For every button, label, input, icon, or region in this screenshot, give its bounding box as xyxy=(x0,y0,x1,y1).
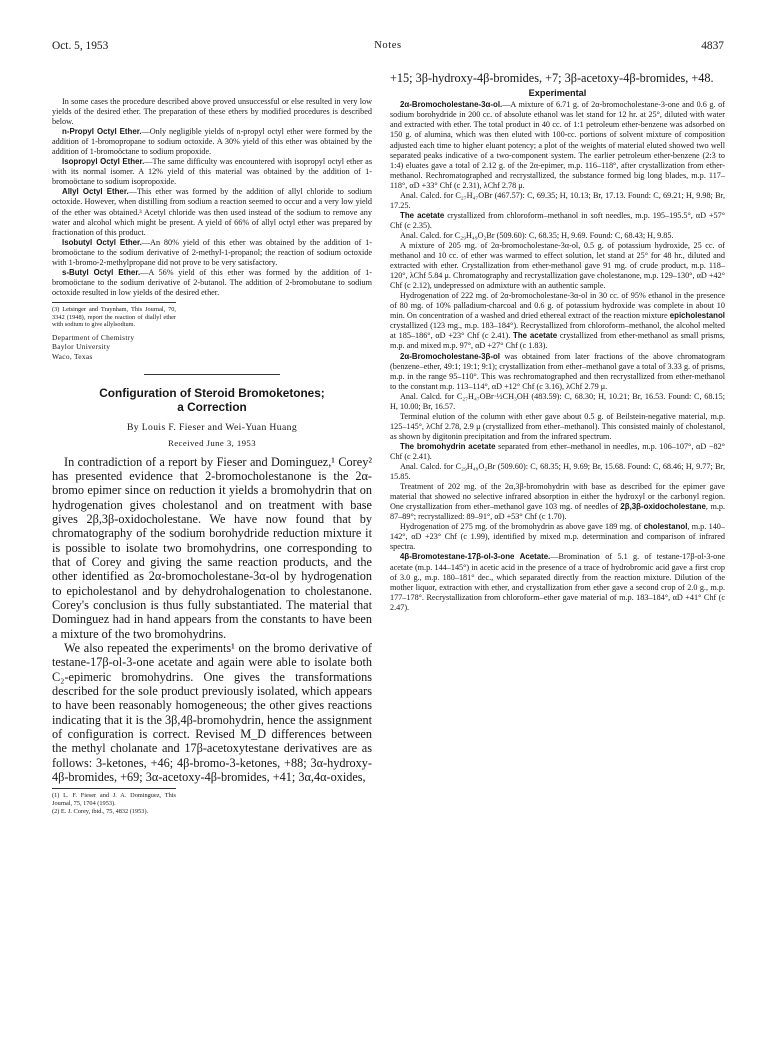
exp-13-bold-b: cholestanol xyxy=(643,522,688,532)
left-column xyxy=(52,97,372,815)
footnote-3: (3) Letsinger and Traynham, This Journal, 70, 3342 (1948), report the reaction of diallyl ether with sodium to give allylsodium. xyxy=(52,302,176,329)
exp-10-heading: The bromohydrin acetate xyxy=(400,441,496,451)
exp-6-text-c: crystallized (123 mg., m.p. 183–184°). Recrystallized from chloroform–methanol, the alcohol melted at 185–186°, αD +23° Chf (c 2.41). xyxy=(390,321,725,341)
exp-3-text: crystallized from chloroform–methanol in soft needles, m.p. 195–195.5°, αD +57° Chf (c 2.35). xyxy=(390,210,726,230)
analysis-4: Anal. Calcd. for C₂₉H₄₉O₂Br (509.60): C, 68.35; H, 9.69; Br, 15.68. Found: C, 68.46; H, 9.77; Br, 15.85. xyxy=(390,462,725,482)
address-line-1: Department of Chemistry xyxy=(52,332,135,342)
exp-12-bold-b: 2β,3β-oxidocholestane xyxy=(620,502,706,512)
exp-paragraph-14 xyxy=(390,552,725,612)
exp-13-text-c: , m.p. 140–142°, αD +23° Chf (c 1.99), identified by mixed m.p. determination and comparison of infrared spectra. xyxy=(390,522,725,552)
body-paragraph-2: We also repeated the experiments¹ on the bromo derivative of testane-17β-ol-3-one acetate and again were able to isolate both C₂-epimeric bromohydrins. One gives the transformations described for the sole product previously isolated, which appears to have been reasonably homogeneous; the other gives reactions indicating that it is the 3β,4β-bromohydrin, hence the assignment of configuration is correct. Revised M_D differences between the methyl cholanate and 17β-acetoxytestane derivatives are as follows: 3-ketones, +46; 4β-bromo-3-ketones, +88; 3α-hydroxy-4β-bromides, +69; 3α-acetoxy-4β-bromides, +41; 3α,4α-oxides, xyxy=(52,641,372,785)
exp-1-heading: 2α-Bromocholestane-3α-ol. xyxy=(400,100,503,110)
footnote-2: (2) E. J. Corey, ibid., 75, 4832 (1953). xyxy=(52,807,149,815)
intro-paragraph: In some cases the procedure described above proved unsuccessful or else resulted in very low yields of the desired ether. The preparation of these ethers by modified procedures is described below. xyxy=(52,97,372,127)
exp-13-text-a: Hydrogenation of 275 mg. of the bromohydrin as above gave 189 mg. of xyxy=(400,522,644,532)
isopropyl-text: —The same difficulty was encountered with isopropyl octyl ether as with its normal isomer. A 12% yield of this material was obtained by the addition of 1-bromoöctane to sodium isopropoxide. xyxy=(52,157,373,187)
exp-14-text: —Bromination of 5.1 g. of testane-17β-ol-3-one acetate (m.p. 144–145°) in acetic acid in the presence of a trace of hydrobromic acid gave a first crop of 3.0 g., m.p. 180–181° dec., which separated directly from the reaction mixture. Dilution of the mother liquor, extraction with ether, and crystallization from ether gave a second crop of 2.0 g., m.p. 177–178°. Recrystallization from chloroform–ether gave material of m.p. 183–184°, αD +41° Chf (c 2.47). xyxy=(390,552,725,612)
exp-paragraph-6 xyxy=(390,291,725,351)
analysis-3: Anal. Calcd. for C₂₇H₄₇OBr·½CH₃OH (483.59): C, 68.30; H, 10.21; Br, 16.53. Found: C, 68.15; H, 10.00; Br, 16.57. xyxy=(390,391,725,411)
exp-7-heading: 2α-Bromocholestane-3β-ol xyxy=(400,351,500,361)
continued-text: +15; 3β-hydroxy-4β-bromides, +7; 3β-acetoxy-4β-bromides, +48. xyxy=(390,71,714,85)
isobutyl-text: —An 80% yield of this ether was obtained by the addition of 1-bromoöctane to the sodium derivative of 2-methyl-1-propanol; the reaction of sodium octoxide with 1-bromo-2-methylpropane did not prove to be very satisfactory. xyxy=(52,237,372,267)
exp-paragraph-3 xyxy=(390,211,725,231)
allyl-text: —This ether was formed by the addition of allyl chloride to sodium octoxide. However, when distilling from sodium a reaction seemed to occur and a very low yield of the ether was obtained.³ Acetyl chloride was then used instead of the sodium to remove any water and alcohol which might be present. A yield of 66% of allyl octyl ether was prepared by fractionation of this product. xyxy=(52,187,372,237)
exp-14-heading: 4β-Bromotestane-17β-ol-3-one Acetate. xyxy=(400,552,551,562)
exp-3-heading: The acetate xyxy=(400,210,445,220)
exp-7-text: was obtained from later fractions of the above chromatogram (benzene–ether, 49:1; 19:1; 9:1); crystallization from ether–methanol gave a total of 3.33 g. of prisms, m.p. in the range 95–110°. This was rechromatographed and then recrystallized from ether-methanol to the constant m.p. 113–114°, αD +12° Chf (c 3.16), λChf 2.79 μ. xyxy=(390,351,725,391)
body-paragraph-1: In contradiction of a report by Fieser and Dominguez,¹ Corey² has presented evidence that 2-bromocholestanone is the 2α-bromo epimer since on reduction it yields a bromohydrin that on hydrogenation gives cholestanol and on treatment with base gives 2β,3β-oxidocholestane. We have now found that by chromatography of the sodium borohydride reduction mixture it is possible to isolate two bromohydrins, one corresponding to that of Corey and giving the same reaction products, and the other identified as 2α-bromocholestane-3α-ol by hydrogenation to epicholestanol and by dehydrohalogenation to cholestanone. Corey's conclusion is thus fully substantiated. The material that Dominguez had in hand appears from the constants to have been a mixture of the two bromohydrins. xyxy=(52,454,372,641)
exp-10-text: separated from ether–methanol in needles, m.p. 106–107°, αD −82° Chf (c 2.41). xyxy=(390,441,725,461)
analysis-2: Anal. Calcd. for C₂₉H₄₉O₂Br (509.60): C, 68.35; H, 9.69. Found: C, 68.43; H, 9.85. xyxy=(400,230,674,240)
isobutyl-heading: Isobutyl Octyl Ether. xyxy=(62,237,142,247)
article-title xyxy=(52,386,372,415)
received-date: Received June 3, 1953 xyxy=(167,437,257,448)
sbutyl-paragraph xyxy=(52,268,372,298)
propyl-paragraph xyxy=(52,127,372,157)
article-divider xyxy=(144,374,280,375)
analysis-1: Anal. Calcd. for C₂₇H₄₇OBr (467.57): C, 69.35; H, 10.13; Br, 17.13. Found: C, 69.21; H, 9.98; Br, 17.25. xyxy=(390,190,725,210)
sbutyl-text: —A 56% yield of this ether was formed by the addition of 1-bromoöctane to the sodium derivative of 2-butanol. The addition of 2-bromobutane to sodium octoxide resulted in low yields of the desired ether. xyxy=(52,267,372,297)
right-column xyxy=(390,71,725,613)
sbutyl-heading: s-Butyl Octyl Ether. xyxy=(62,267,141,277)
article-title-line-1: Configuration of Steroid Bromoketones; xyxy=(99,385,325,400)
propyl-text: —Only negligible yields of n-propyl octyl ether were formed by the addition of 1-bromopropane to sodium octoxide. A 30% yield of this ether was obtained by the addition of 1-bromoöctane to sodium propoxide. xyxy=(52,127,373,157)
exp-6-text-a: Hydrogenation of 222 mg. of 2α-bromocholestane-3α-ol in 30 cc. of 95% ethanol in the presence of 80 mg. of 10% palladium-charcoal and 0.6 g. of potassium hydroxide was complete in about 10 min. On concentration of a washed and dried ethereal extract of the reaction mixture xyxy=(390,291,725,321)
author-address xyxy=(52,333,372,361)
experimental-heading: Experimental xyxy=(528,88,587,99)
header-date: Oct. 5, 1953 xyxy=(52,40,109,52)
article-authors: By Louis F. Fieser and Wei-Yuan Huang xyxy=(126,421,298,433)
exp-paragraph-12 xyxy=(390,482,725,522)
exp-paragraph-10 xyxy=(390,442,725,462)
isopropyl-heading: Isopropyl Octyl Ether. xyxy=(62,157,145,167)
address-line-3: Waco, Texas xyxy=(52,351,93,361)
address-line-2: Baylor University xyxy=(52,342,111,352)
exp-paragraph-9: Terminal elution of the column with ether gave about 0.5 g. of Beilstein-negative material, m.p. 125–145°, λChf 2.78, 2.9 μ (crystallized from ether–methanol). This consisted mainly of cholestanol, as shown by digitonin precipitation and from the infrared spectrum. xyxy=(390,411,725,441)
exp-paragraph-13 xyxy=(390,522,725,552)
header-section: Notes xyxy=(374,40,402,51)
allyl-heading: Allyl Octyl Ether. xyxy=(62,187,129,197)
exp-12-text-a: Treatment of 202 mg. of the 2α,3β-bromohydrin with base as described for the epimer gave material that showed no selective infrared absorption in either the hydroxyl or the carbonyl region. One crystallization from ether–methanol gave 103 mg. of needles of xyxy=(390,482,725,512)
propyl-heading: n-Propyl Octyl Ether. xyxy=(62,127,142,137)
exp-paragraph-7 xyxy=(390,352,725,392)
isobutyl-paragraph xyxy=(52,238,372,268)
footnote-1: (1) L. F. Fieser and J. A. Dominguez, This Journal, 75, 1704 (1953). xyxy=(52,788,176,807)
page-number: 4837 xyxy=(701,40,724,52)
isopropyl-paragraph xyxy=(52,157,372,187)
exp-6-bold-b: epicholestanol xyxy=(669,311,725,321)
exp-12-text-c: , m.p. 87–89°; recrystallized: 89–91°, αD +53° Chf (c 1.70). xyxy=(390,502,726,522)
allyl-paragraph xyxy=(52,187,372,237)
article-title-line-2: a Correction xyxy=(177,400,247,415)
exp-1-text: —A mixture of 6.71 g. of 2α-bromocholestane-3-one and 0.6 g. of sodium borohydride in 200 cc. of absolute ethanol was let stand for 12 hr. at 25°, diluted with water and extracted with ether. The total product in 40 cc. of 1:1 petroleum ether-benzene was adsorbed on 150 g. of alumina, which was then eluted with 100-cc. portions of solvent mixture of composition adjusted each time to higher eluant potency; a plot of the weights of material eluted showed two well separated peaks indicative of a two-component system. The earlier petroleum ether-benzene (2:3 to 1:4) eluates gave a total of 2.12 g. of the 2α-epimer, m.p. 116–118°, after crystallization from ether-methanol. Rechromatographed and recrystallized, the substance formed big long blades, m.p. 117–118°, αD +33° Chf (c 2.31), λChf 2.78 μ. xyxy=(390,100,725,190)
exp-paragraph-5: A mixture of 205 mg. of 2α-bromocholestane-3α-ol, 0.5 g. of potassium hydroxide, 25 cc. of methanol and 10 cc. of ether was warmed to effect solution, let stand at 25° for 48 hr., diluted and extracted with ether. Crystallization from ether-methanol gave 91 mg. of crude product, m.p. 118–120°, λChf 5.84 μ. Chromatography and recrystallization gave cholestanone, m.p. 129–130°, αD +42° Chf (c 2.12), undepressed on admixture with an authentic sample. xyxy=(390,241,725,291)
running-header xyxy=(52,40,724,54)
exp-6-text-e: crystallized from ether-methanol as small prisms, m.p. and mixed m.p. 97°, αD +27° Chf (c 1.83). xyxy=(390,331,725,351)
exp-6-bold-d: The acetate xyxy=(513,331,558,341)
exp-paragraph-1 xyxy=(390,100,725,190)
